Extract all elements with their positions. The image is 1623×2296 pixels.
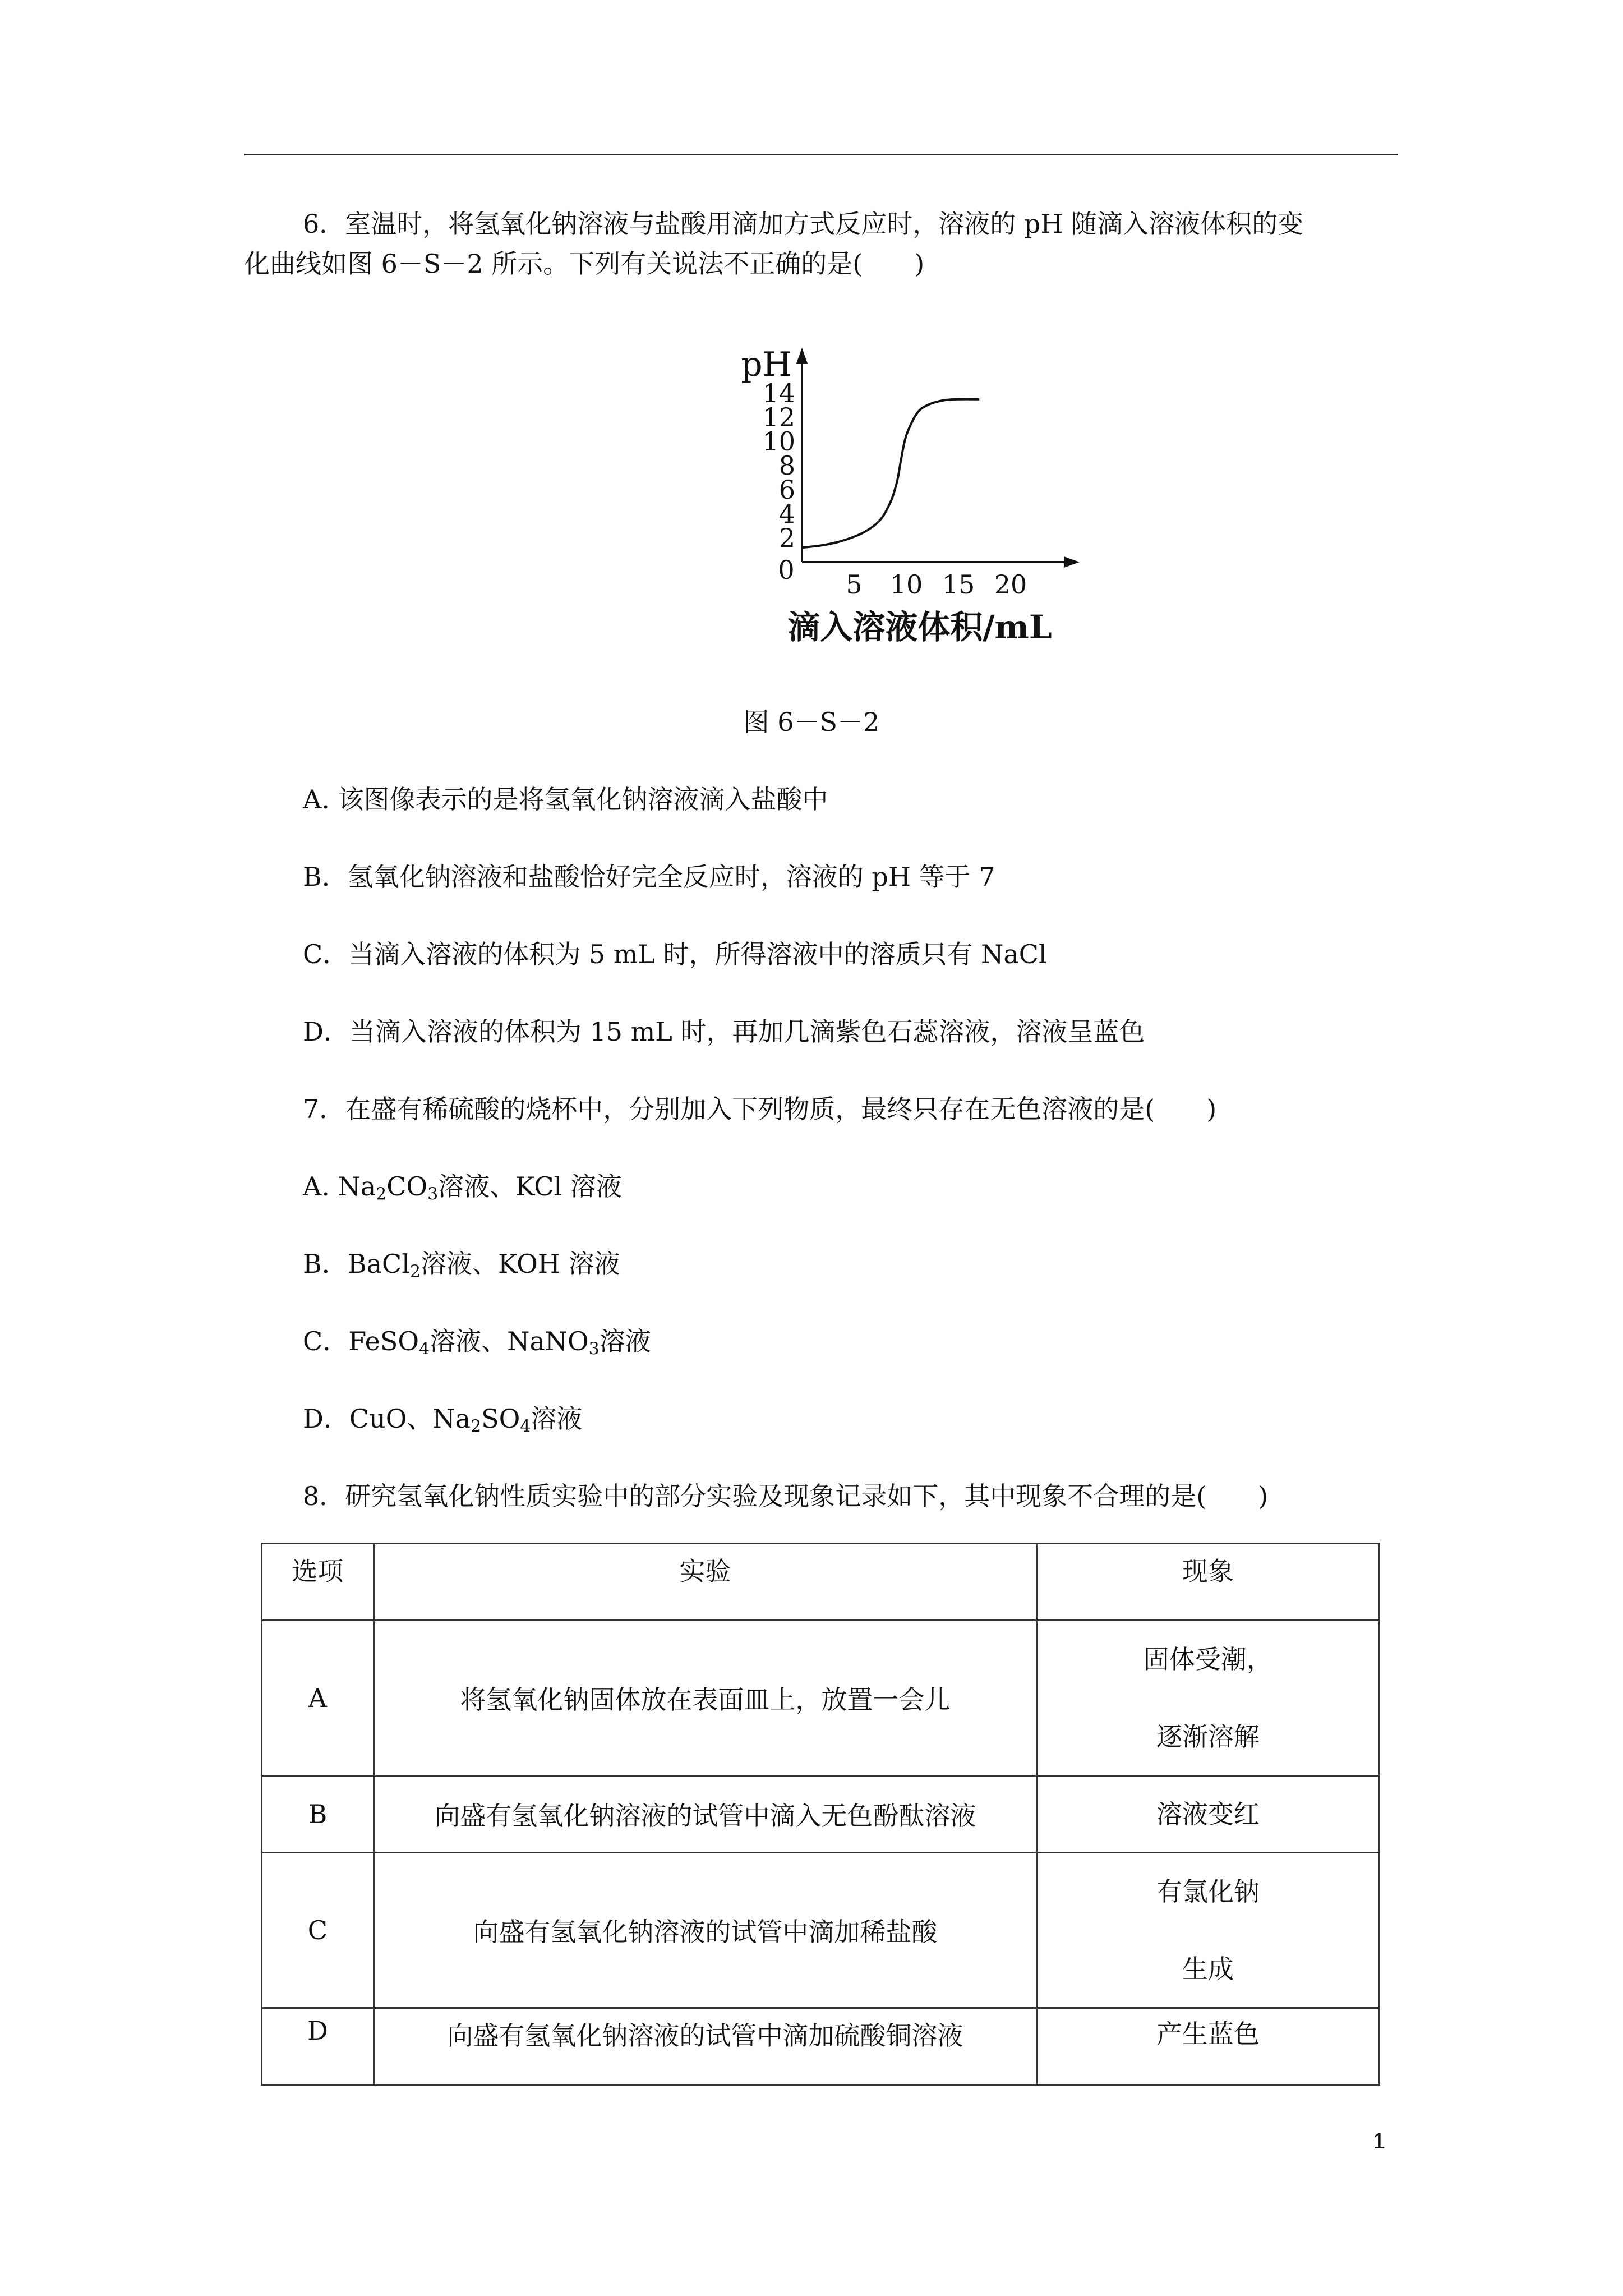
y-tick-label: 4 — [778, 499, 795, 529]
y-tick-label: 10 — [762, 426, 795, 457]
subscript: 2 — [471, 1416, 482, 1437]
table-row — [262, 1621, 1380, 1776]
subscript: 2 — [409, 1262, 421, 1282]
phenomenon-line: 生成 — [1182, 1954, 1234, 1984]
table-row — [262, 2008, 1380, 2085]
option-label: A. — [303, 1171, 338, 1202]
option-text: 溶液、KCl 溶液 — [438, 1171, 622, 1202]
cell-option: D — [262, 2008, 374, 2085]
phenomenon-line: 固体受潮， — [1143, 1644, 1272, 1674]
option-text: 溶液 — [531, 1404, 583, 1434]
question-7-option-b — [303, 1245, 620, 1282]
table-row — [262, 1776, 1380, 1853]
cell-phenomenon — [1036, 1776, 1379, 1853]
x-tick-label: 10 — [889, 569, 923, 600]
header-rule — [244, 154, 1398, 155]
cell-option: A — [262, 1621, 374, 1776]
option-label: B． — [303, 1249, 348, 1279]
ph-titration-chart — [718, 331, 1110, 662]
subscript: 4 — [520, 1416, 531, 1437]
formula-part: CO — [386, 1171, 428, 1202]
cell-phenomenon — [1036, 1621, 1379, 1776]
subscript: 3 — [588, 1339, 600, 1359]
formula-part: Na — [338, 1171, 376, 1202]
question-6-line-1: 6．室温时，将氢氧化钠溶液与盐酸用滴加方式反应时，溶液的 pH 随滴入溶液体积的变 — [303, 209, 1304, 239]
y-tick-labels — [762, 378, 795, 553]
phenomenon-line: 产生蓝色 — [1156, 2019, 1260, 2049]
x-tick-label: 15 — [942, 569, 975, 600]
cell-option: C — [262, 1853, 374, 2008]
origin-label: 0 — [778, 555, 795, 585]
x-tick-label: 20 — [994, 569, 1027, 600]
experiment-table — [261, 1543, 1380, 2086]
question-6-option-c: C．当滴入溶液的体积为 5 mL 时，所得溶液中的溶质只有 NaCl — [303, 939, 1047, 969]
question-8-stem: 8．研究氢氧化钠性质实验中的部分实验及现象记录如下，其中现象不合理的是( ) — [303, 1481, 1269, 1511]
cell-experiment: 将氢氧化钠固体放在表面皿上，放置一会儿 — [374, 1621, 1036, 1776]
question-7-option-c — [303, 1323, 651, 1360]
question-6-option-b: B．氢氧化钠溶液和盐酸恰好完全反应时，溶液的 pH 等于 7 — [303, 862, 995, 892]
option-label: D． — [303, 1404, 349, 1434]
option-text: 溶液 — [599, 1326, 651, 1356]
subscript: 2 — [376, 1184, 387, 1204]
option-text: 溶液、KOH 溶液 — [420, 1249, 620, 1279]
table-row — [262, 1853, 1380, 2008]
y-tick-label: 12 — [762, 402, 795, 432]
y-tick-label: 6 — [778, 475, 795, 505]
ph-curve — [802, 399, 979, 548]
formula-part: SO — [481, 1404, 520, 1434]
y-axis-label: pH — [741, 345, 792, 384]
option-label: C． — [303, 1326, 349, 1356]
formula-part: CuO、Na — [349, 1404, 471, 1434]
table-header-row — [262, 1544, 1380, 1621]
question-6-option-d: D．当滴入溶液的体积为 15 mL 时，再加几滴紫色石蕊溶液，溶液呈蓝色 — [303, 1016, 1145, 1047]
subscript: 3 — [427, 1184, 439, 1204]
page-number: 1 — [1373, 2129, 1386, 2154]
formula-part: FeSO — [348, 1326, 419, 1356]
question-7-option-a — [303, 1168, 622, 1205]
figure-caption: 图 6－S－2 — [743, 707, 880, 737]
cell-experiment: 向盛有氢氧化钠溶液的试管中滴加硫酸铜溶液 — [374, 2008, 1036, 2085]
formula-part: BaCl — [347, 1249, 410, 1279]
y-tick-label: 2 — [778, 523, 795, 553]
header-phenomenon: 现象 — [1036, 1544, 1379, 1621]
phenomenon-line: 溶液变红 — [1156, 1799, 1260, 1829]
x-axis-arrow — [1064, 556, 1080, 568]
cell-phenomenon — [1036, 1853, 1379, 2008]
chart-axes — [796, 348, 1080, 568]
x-tick-label: 5 — [846, 569, 863, 600]
question-6-stem — [244, 205, 1399, 282]
question-7-option-d — [303, 1400, 582, 1437]
question-6-line-2: 化曲线如图 6－S－2 所示。下列有关说法不正确的是( ) — [244, 249, 925, 279]
cell-option: B — [262, 1776, 374, 1853]
question-7-stem: 7．在盛有稀硫酸的烧杯中，分别加入下列物质，最终只存在无色溶液的是( ) — [303, 1094, 1217, 1124]
subscript: 4 — [419, 1339, 430, 1359]
header-option: 选项 — [262, 1544, 374, 1621]
cell-experiment: 向盛有氢氧化钠溶液的试管中滴入无色酚酞溶液 — [374, 1776, 1036, 1853]
phenomenon-line: 逐渐溶解 — [1156, 1722, 1260, 1752]
y-axis-arrow — [796, 348, 808, 364]
phenomenon-line: 有氯化钠 — [1156, 1876, 1260, 1907]
question-6-option-a: A. 该图像表示的是将氢氧化钠溶液滴入盐酸中 — [303, 784, 828, 815]
y-tick-label: 14 — [762, 378, 795, 408]
x-tick-labels — [846, 569, 1027, 600]
option-text: 溶液、NaNO — [430, 1326, 589, 1356]
cell-phenomenon — [1036, 2008, 1379, 2085]
x-axis-label: 滴入溶液体积/mL — [787, 608, 1052, 646]
y-tick-label: 8 — [778, 450, 795, 481]
cell-experiment: 向盛有氢氧化钠溶液的试管中滴加稀盐酸 — [374, 1853, 1036, 2008]
header-experiment: 实验 — [374, 1544, 1036, 1621]
